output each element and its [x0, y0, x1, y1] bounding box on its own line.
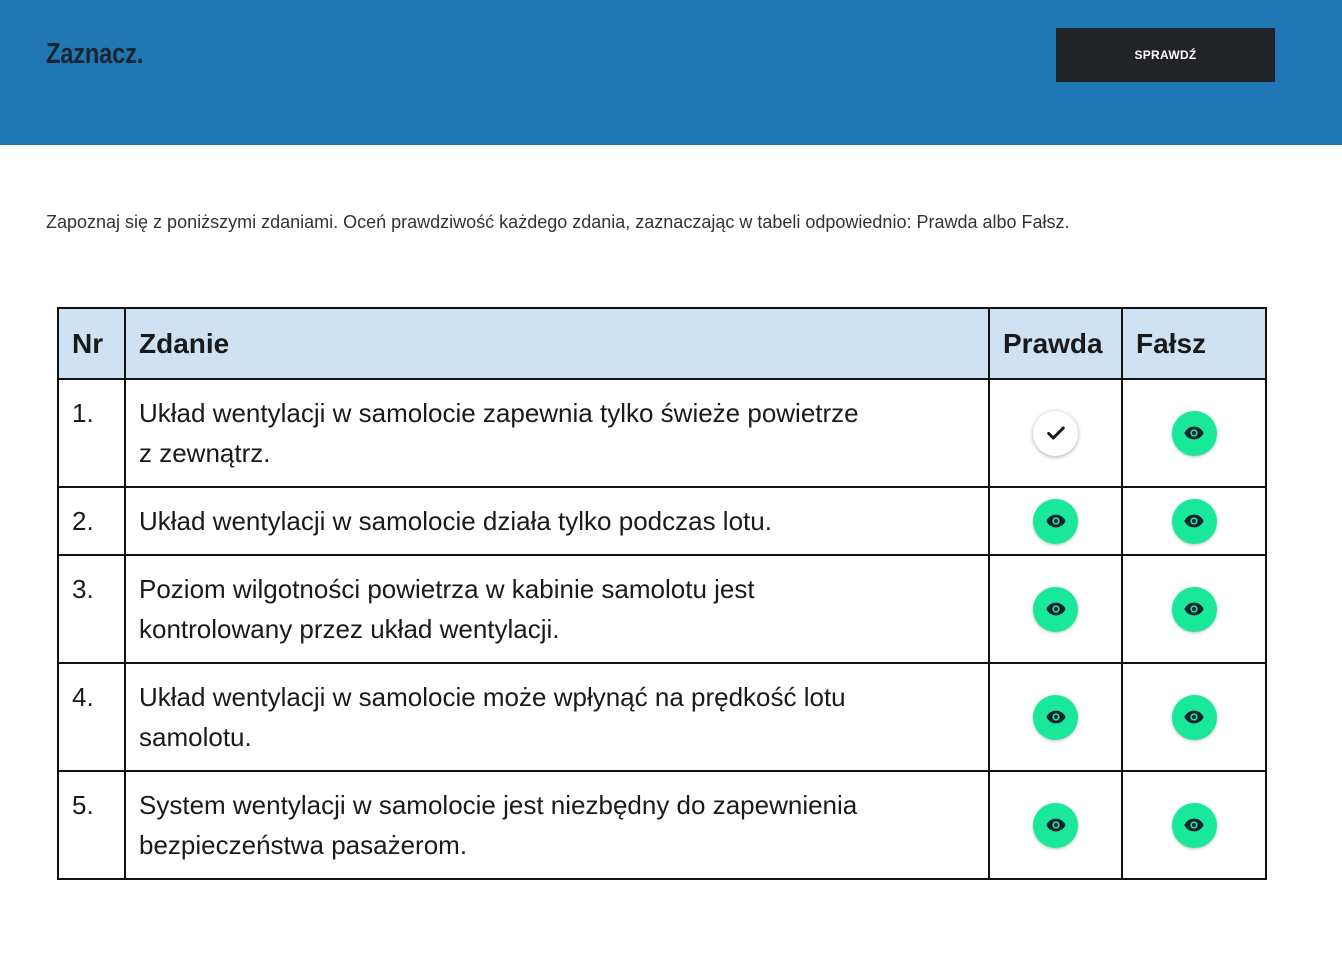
eye-icon: [1045, 510, 1067, 532]
false-option-marker[interactable]: [1172, 411, 1217, 456]
true-cell: [989, 771, 1122, 879]
row-number: 2.: [58, 487, 125, 555]
table-row: [58, 555, 1266, 663]
sentence-cell: [125, 487, 989, 555]
false-cell: [1122, 487, 1266, 555]
page-title: Zaznacz.: [46, 38, 144, 70]
header-bar: [0, 0, 1342, 145]
sentence-line: System wentylacji w samolocie jest niezbędny do zapewnienia: [139, 790, 858, 820]
true-false-table: [57, 307, 1267, 880]
false-cell: [1122, 663, 1266, 771]
sentence-line: bezpieczeństwa pasażerom.: [139, 830, 468, 860]
false-option-marker[interactable]: [1172, 587, 1217, 632]
false-option-marker[interactable]: [1172, 499, 1217, 544]
sentence-cell: [125, 663, 989, 771]
table-header-row: [58, 308, 1266, 379]
sentence-line: Poziom wilgotności powietrza w kabinie samolotu jest: [139, 574, 755, 604]
true-option-marker[interactable]: [1033, 587, 1078, 632]
header-true: Prawda: [989, 308, 1122, 379]
true-cell: [989, 555, 1122, 663]
sentence-cell: [125, 555, 989, 663]
false-cell: [1122, 555, 1266, 663]
row-number: 1.: [58, 379, 125, 487]
false-cell: [1122, 379, 1266, 487]
row-number: 5.: [58, 771, 125, 879]
true-cell: [989, 663, 1122, 771]
sentence-cell: [125, 379, 989, 487]
false-cell: [1122, 771, 1266, 879]
header-sentence: Zdanie: [125, 308, 989, 379]
false-option-marker[interactable]: [1172, 803, 1217, 848]
sentence-line: kontrolowany przez układ wentylacji.: [139, 614, 560, 644]
sentence-line: Układ wentylacji w samolocie może wpłynąć na prędkość lotu: [139, 682, 846, 712]
eye-icon: [1183, 510, 1205, 532]
eye-icon: [1183, 422, 1205, 444]
true-cell: [989, 379, 1122, 487]
table-row: [58, 379, 1266, 487]
row-number: 4.: [58, 663, 125, 771]
false-option-marker[interactable]: [1172, 695, 1217, 740]
true-option-marker[interactable]: [1033, 803, 1078, 848]
eye-icon: [1183, 706, 1205, 728]
eye-icon: [1045, 706, 1067, 728]
eye-icon: [1045, 598, 1067, 620]
table-row: [58, 487, 1266, 555]
check-button[interactable]: SPRAWDŹ: [1056, 28, 1275, 82]
true-option-marker[interactable]: [1033, 411, 1078, 456]
table-row: [58, 663, 1266, 771]
check-icon: [1045, 422, 1067, 444]
eye-icon: [1045, 814, 1067, 836]
sentence-line: Układ wentylacji w samolocie zapewnia tylko świeże powietrze: [139, 398, 859, 428]
header-false: Fałsz: [1122, 308, 1266, 379]
true-option-marker[interactable]: [1033, 499, 1078, 544]
sentence-line: z zewnątrz.: [139, 438, 271, 468]
instructions-text: Zapoznaj się z poniższymi zdaniami. Oceń prawdziwość każdego zdania, zaznaczając w tabeli odpowiednio: Prawda albo Fałsz.: [46, 212, 1070, 232]
sentence-line: Układ wentylacji w samolocie działa tylko podczas lotu.: [139, 506, 772, 536]
eye-icon: [1183, 814, 1205, 836]
sentence-cell: [125, 771, 989, 879]
header-nr: Nr: [58, 308, 125, 379]
table-row: [58, 771, 1266, 879]
eye-icon: [1183, 598, 1205, 620]
sentence-line: samolotu.: [139, 722, 252, 752]
row-number: 3.: [58, 555, 125, 663]
true-option-marker[interactable]: [1033, 695, 1078, 740]
true-cell: [989, 487, 1122, 555]
